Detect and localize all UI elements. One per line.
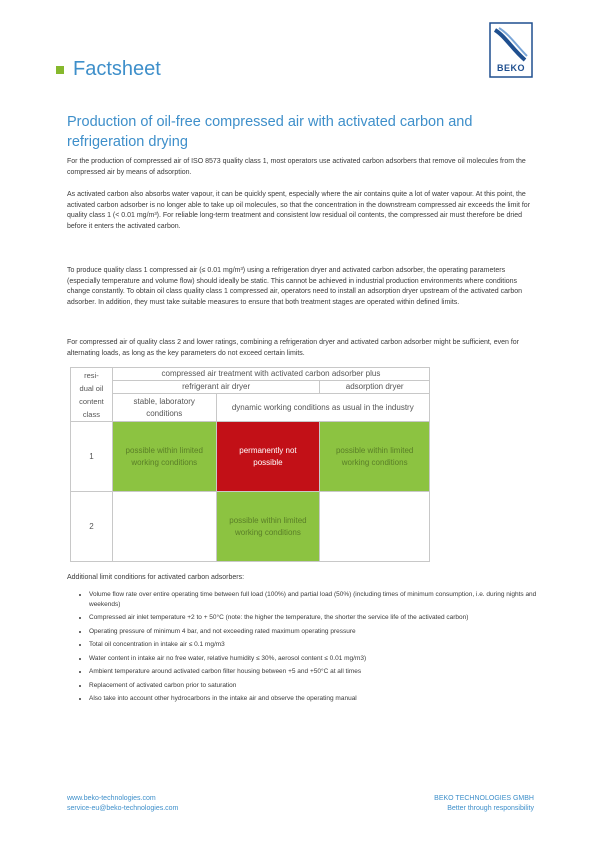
factsheet-label: Factsheet [73,58,161,80]
list-item: • Total oil concentration in intake air ≤ 0.1 mg/m3 [89,640,559,650]
matrix-corner-header: resi- dual oil content class [71,368,113,422]
matrix-cell-not-possible: permanently not possible [216,422,320,492]
table-row [71,492,430,562]
matrix-class-cell: 2 [71,492,113,562]
footer-company [434,794,534,814]
matrix-top-header: compressed air treatment with activated carbon adsorber plus [112,368,429,381]
matrix-class-cell: 1 [71,422,113,492]
matrix-col-adsorption: adsorption dryer [320,381,430,394]
factsheet-bullet-icon [56,66,64,74]
paragraph-1: For the production of compressed air of ISO 8573 quality class 1, most operators use activated carbon adsorbers that remove oil molecules from the compressed air by means of adsorption. [67,158,526,176]
matrix-cell-empty [320,492,430,562]
treatment-matrix-table [70,367,430,562]
additional-conditions-title: Additional limit conditions for activated carbon adsorbers: [67,574,245,581]
logo-wordmark: BEKO [496,63,525,73]
matrix-col-refrigerant: refrigerant air dryer [112,381,319,394]
list-item: • Also take into account other hydrocarbons in the intake air and observe the operating manual [89,694,559,704]
list-item: • Water content in intake air no free water, relative humidity ≤ 30%, aerosol content ≤ 0.01 mg/m3) [89,654,559,664]
matrix-cell-possible: possible within limited working conditions [320,422,430,492]
table-row [71,422,430,492]
matrix-sub-dynamic: dynamic working conditions as usual in the industry [216,394,429,422]
matrix-cell-empty [112,492,216,562]
list-item: • Volume flow rate over entire operating time between full load (100%) and partial load (50%) (including times of minimum consumption, i.e. during nights and weekends) [89,590,559,609]
list-item: • Compressed air inlet temperature +2 to + 50°C (note: the higher the temperature, the shorter the service life of the activated carbon) [89,613,559,623]
footer-company-name: BEKO TECHNOLOGIES GMBH [434,795,534,802]
footer-contact [67,794,178,814]
matrix-cell-possible: possible within limited working conditions [216,492,320,562]
paragraph-3: To produce quality class 1 compressed air (≤ 0.01 mg/m³) using a refrigeration dryer and activated carbon adsorber, the operating parameters (especially temperature and volume flow) should ideally be static. This cannot be achieved in industrial production environments where conditions change constantly. To obtain oil class quality class 1 compressed air, operators need to install an adsorption dryer upstream of the activated carbon adsorber. In addition, they must take suitable measures to ensure that both treatment stages are operated within defined limits. [67,267,522,306]
matrix-sub-static: stable, laboratory conditions [112,394,216,422]
paragraph-4: For compressed air of quality class 2 and lower ratings, combining a refrigeration dryer and activated carbon adsorber might be sufficient, even for alternating loads, as long as the key parameters do not exceed certain limits. [67,339,519,357]
footer-email-link[interactable]: service-eu@beko-technologies.com [67,805,179,812]
list-item: • Operating pressure of minimum 4 bar, and not exceeding rated maximum operating pressure [89,627,559,637]
footer-website-link[interactable]: www.beko-technologies.com [67,795,156,802]
list-item: • Replacement of activated carbon prior to saturation [89,681,559,691]
limit-conditions-list [67,590,559,708]
list-item: • Ambient temperature around activated carbon filter housing between +5 and +50°C at all times [89,667,559,677]
footer-slogan: Better through responsibility [447,805,534,812]
page-title: Production of oil-free compressed air with activated carbon and refrigeration drying [67,114,473,150]
paragraph-2: As activated carbon also absorbs water vapour, it can be quickly spent, especially where the air contains quite a lot of water vapour. At this point, the activated carbon adsorber is no longer able to take up oil molecules, so that the concentration in the downstream compressed air exceeds the limit for quality class 1 (< 0.01 mg/m³). For reliable long-term treatment and consistent low residual oil contents, the compressed air must therefore be dried before it enters the activated carbon. [67,191,531,230]
matrix-cell-possible: possible within limited working conditions [112,422,216,492]
